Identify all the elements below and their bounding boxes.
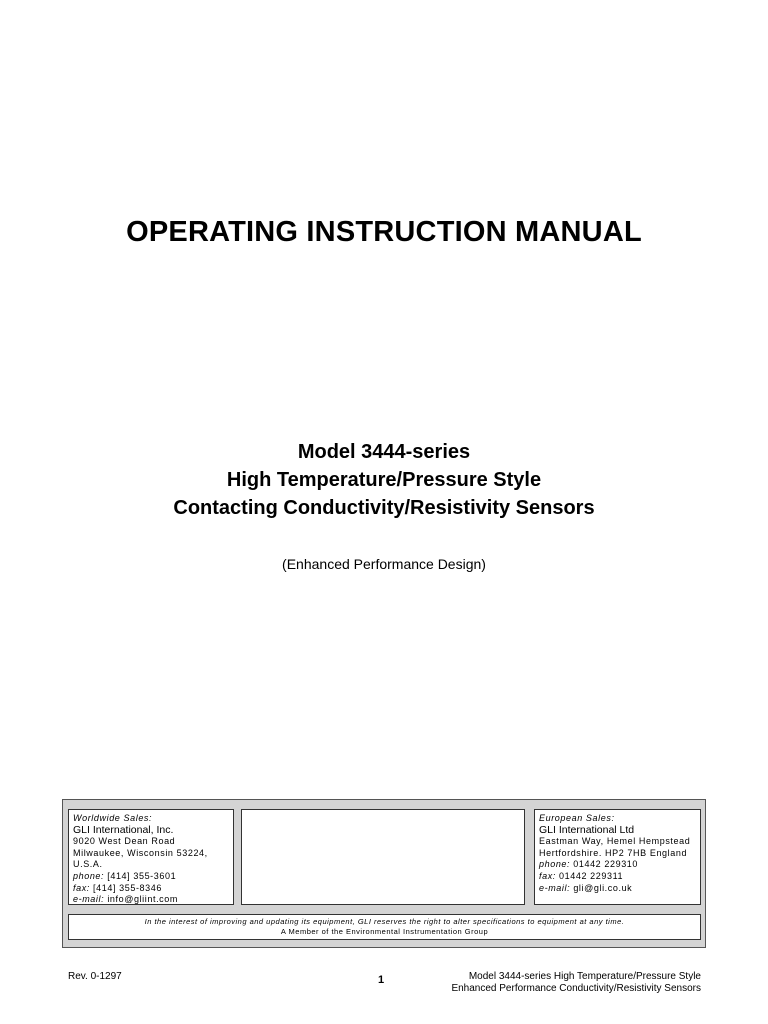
center-blank-box — [241, 809, 525, 905]
worldwide-address-line1: 9020 West Dean Road — [73, 836, 176, 847]
worldwide-phone-value: [414] 355-3601 — [107, 870, 177, 881]
footer-title-line1: Model 3444-series High Temperature/Pressure Style — [468, 971, 701, 982]
worldwide-address-line2: Milwaukee, Wisconsin 53224, U.S.A. — [73, 847, 208, 870]
subtitle-block — [0, 438, 768, 522]
european-email-label: e-mail: — [539, 882, 571, 893]
european-sales-label: European Sales: — [539, 813, 615, 823]
european-phone — [539, 859, 696, 871]
contact-panel — [62, 799, 706, 948]
page-number: 1 — [378, 974, 385, 986]
membership-text: A Member of the Environmental Instrumentation Group — [280, 927, 489, 936]
footer-document-title — [451, 971, 701, 995]
european-sales-box — [534, 809, 701, 905]
subtitle-model: Model 3444-series — [297, 441, 471, 463]
design-note: (Enhanced Performance Design) — [282, 556, 486, 572]
worldwide-email-value: info@gliint.com — [107, 894, 178, 905]
disclaimer-text: In the interest of improving and updating its equipment, GLI reserves the right to alter specifications to equipment at any time. — [144, 917, 625, 926]
european-company: GLI International Ltd — [539, 823, 635, 836]
worldwide-company: GLI International, Inc. — [73, 823, 174, 836]
page-title: OPERATING INSTRUCTION MANUAL — [126, 216, 642, 248]
european-email-value: gli@gli.co.uk — [573, 882, 633, 893]
european-fax-value: 01442 229311 — [559, 870, 624, 881]
revision-label: Rev. 0-1297 — [68, 971, 122, 982]
european-phone-label: phone: — [539, 859, 571, 870]
european-address-line1: Eastman Way, Hemel Hempstead — [539, 836, 691, 847]
worldwide-email-label: e-mail: — [73, 894, 105, 905]
european-fax — [539, 871, 696, 883]
european-email — [539, 883, 696, 895]
subtitle-sensors: Contacting Conductivity/Resistivity Sensors — [173, 497, 595, 519]
worldwide-fax-label: fax: — [73, 882, 90, 893]
worldwide-email — [73, 894, 229, 906]
european-fax-label: fax: — [539, 870, 556, 881]
disclaimer-box — [68, 914, 701, 940]
worldwide-phone-label: phone: — [73, 870, 105, 881]
worldwide-fax — [73, 883, 229, 895]
worldwide-sales-box — [68, 809, 234, 905]
european-phone-value: 01442 229310 — [573, 859, 639, 870]
subtitle-style: High Temperature/Pressure Style — [226, 469, 542, 491]
european-address-line2: Hertfordshire. HP2 7HB England — [539, 847, 688, 858]
worldwide-phone — [73, 871, 229, 883]
worldwide-fax-value: [414] 355-8346 — [93, 882, 162, 893]
footer-title-line2: Enhanced Performance Conductivity/Resistivity Sensors — [451, 983, 701, 994]
worldwide-sales-label: Worldwide Sales: — [73, 813, 153, 823]
